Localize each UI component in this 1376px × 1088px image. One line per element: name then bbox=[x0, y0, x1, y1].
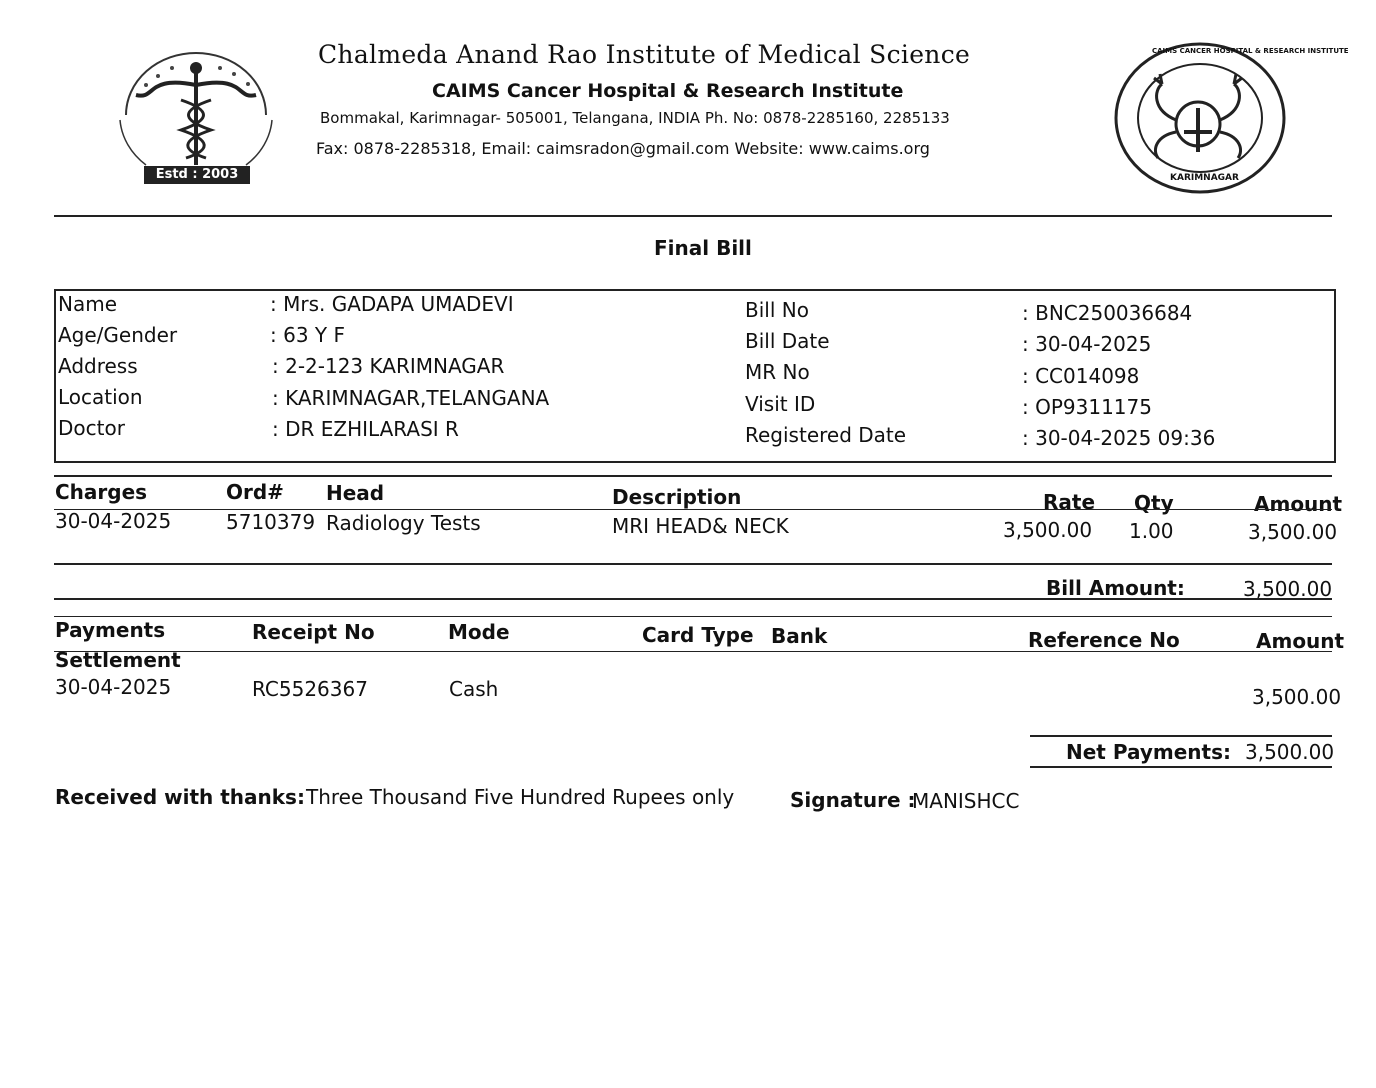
charges-header-qty: Qty bbox=[1134, 491, 1174, 515]
left-logo bbox=[106, 40, 286, 190]
payment-mode: Cash bbox=[449, 677, 499, 701]
net-payments-bottom-rule bbox=[1030, 766, 1332, 768]
institute-name: Chalmeda Anand Rao Institute of Medical Science bbox=[318, 40, 971, 69]
charge-amount: 3,500.00 bbox=[1248, 520, 1338, 544]
payments-group-label: Settlement bbox=[55, 648, 181, 672]
patient-label-address: Address bbox=[58, 354, 138, 378]
charge-description: MRI HEAD& NECK bbox=[612, 514, 789, 538]
patient-value-doctor: : DR EZHILARASI R bbox=[272, 417, 459, 441]
bill-label-registered-date: Registered Date bbox=[745, 423, 907, 447]
charge-head: Radiology Tests bbox=[326, 511, 481, 535]
bill-value-registered-date: : 30-04-2025 09:36 bbox=[1022, 426, 1216, 450]
charge-rate: 3,500.00 bbox=[1003, 518, 1093, 542]
crab-seal-icon bbox=[1112, 40, 1349, 195]
bill-amount-bottom-rule bbox=[54, 598, 1332, 600]
patient-label-age-gender: Age/Gender bbox=[58, 323, 178, 347]
payment-amount: 3,500.00 bbox=[1252, 685, 1342, 709]
bill-value-bill-no: : BNC250036684 bbox=[1022, 301, 1193, 325]
document-title: Final Bill bbox=[654, 236, 752, 260]
contact-line: Fax: 0878-2285318, Email: caimsradon@gmail.com Website: www.caims.org bbox=[316, 139, 930, 158]
patient-value-age-gender: : 63 Y F bbox=[270, 323, 345, 347]
bill-label-bill-date: Bill Date bbox=[745, 329, 830, 353]
payment-date: 30-04-2025 bbox=[55, 675, 172, 699]
bill-value-bill-date: : 30-04-2025 bbox=[1022, 332, 1152, 356]
payments-header-receipt-no: Receipt No bbox=[252, 620, 375, 644]
charges-header-head: Head bbox=[326, 481, 385, 505]
bill-value-mr-no: : CC014098 bbox=[1022, 364, 1140, 388]
bill-label-mr-no: MR No bbox=[745, 360, 810, 384]
charges-header-rate: Rate bbox=[1043, 490, 1096, 514]
header-divider bbox=[54, 215, 1332, 217]
net-payments-label: Net Payments: bbox=[1066, 740, 1231, 764]
received-text: Three Thousand Five Hundred Rupees only bbox=[306, 785, 735, 809]
patient-value-address: : 2-2-123 KARIMNAGAR bbox=[272, 354, 505, 378]
signature-value: MANISHCC bbox=[912, 789, 1020, 813]
estd-badge: Estd : 2003 bbox=[155, 167, 239, 182]
payments-header-amount: Amount bbox=[1256, 629, 1345, 653]
patient-value-name: : Mrs. GADAPA UMADEVI bbox=[270, 292, 514, 316]
hospital-name: CAIMS Cancer Hospital & Research Institute bbox=[432, 80, 904, 102]
payments-header-rule bbox=[54, 651, 1332, 652]
payments-header-payments: Payments bbox=[55, 618, 166, 642]
patient-value-location: : KARIMNAGAR,TELANGANA bbox=[272, 386, 550, 410]
payments-top-rule bbox=[54, 616, 1332, 617]
charges-header-charges: Charges bbox=[55, 480, 148, 504]
right-logo bbox=[1112, 40, 1349, 195]
bill-amount-top-rule bbox=[54, 563, 1332, 565]
bill-value-visit-id: : OP9311175 bbox=[1022, 395, 1152, 419]
patient-label-name: Name bbox=[58, 292, 118, 316]
charges-header-amount: Amount bbox=[1254, 492, 1343, 516]
received-label: Received with thanks: bbox=[55, 785, 305, 809]
charge-date: 30-04-2025 bbox=[55, 509, 172, 533]
bill-label-visit-id: Visit ID bbox=[745, 392, 816, 416]
seal-bottom-text: KARIMNAGAR bbox=[1170, 173, 1239, 183]
net-payments-top-rule bbox=[1030, 735, 1332, 737]
patient-label-location: Location bbox=[58, 385, 143, 409]
payments-header-mode: Mode bbox=[448, 620, 510, 644]
signature-label: Signature : bbox=[790, 788, 916, 812]
charges-top-rule bbox=[54, 475, 1332, 477]
patient-label-doctor: Doctor bbox=[58, 416, 125, 440]
charges-header-description: Description bbox=[612, 485, 742, 509]
address-line: Bommakal, Karimnagar- 505001, Telangana, INDIA Ph. No: 0878-2285160, 2285133 bbox=[320, 109, 950, 127]
payments-header-card-type: Card Type bbox=[642, 623, 754, 647]
bill-amount-label: Bill Amount: bbox=[1046, 576, 1185, 600]
charges-header-ord: Ord# bbox=[226, 480, 284, 504]
bill-amount-value: 3,500.00 bbox=[1243, 577, 1333, 601]
payments-header-reference-no: Reference No bbox=[1028, 628, 1180, 652]
seal-ring-text: CAIMS CANCER HOSPITAL & RESEARCH INSTITUTE bbox=[1152, 47, 1349, 55]
charge-ord: 5710379 bbox=[226, 510, 316, 534]
bill-label-bill-no: Bill No bbox=[745, 298, 809, 322]
net-payments-value: 3,500.00 bbox=[1245, 740, 1335, 764]
charge-qty: 1.00 bbox=[1129, 519, 1174, 543]
payment-receipt-no: RC5526367 bbox=[252, 677, 368, 701]
payments-header-bank: Bank bbox=[771, 624, 828, 648]
